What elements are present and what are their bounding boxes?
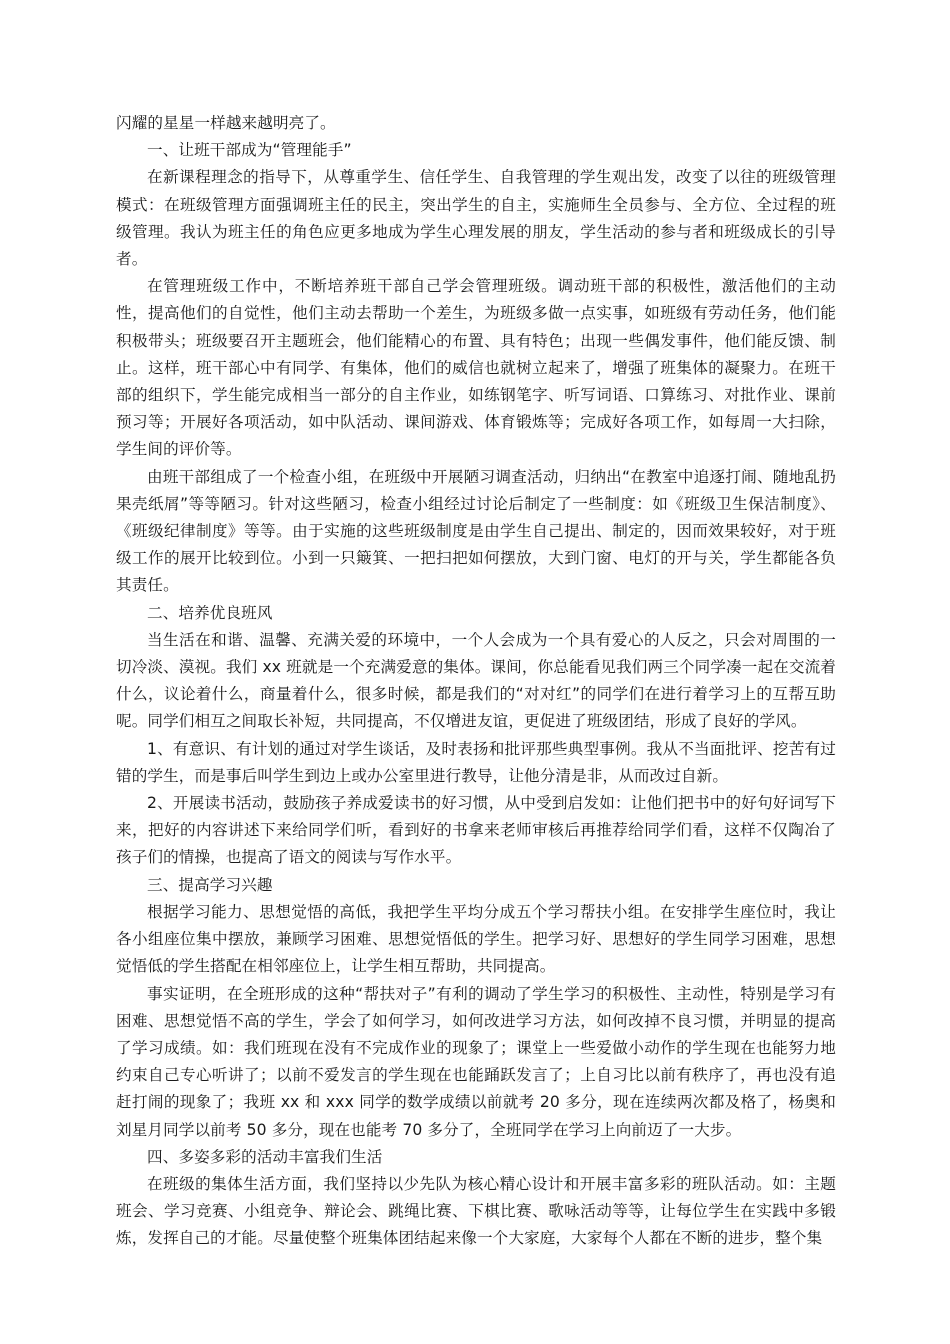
- section-heading-3: 三、提高学习兴趣: [147, 875, 273, 894]
- paragraph: 事实证明，在全班形成的这种“帮扶对子”有利的调动了学生学习的积极性、主动性，特别是学习有困难、思想觉悟不高的学生，学会了如何学习，如何改进学习方法，如何改掉不良习惯，并明显的提高了学习成绩。如：我们班现在没有不完成作业的现象了；课堂上一些爱做小动作的学生现在也能努力地约束自己专心听讲了；以前不爱发言的学生现在也能踊跃发言了；上自习比以前有秩序了，再也没有追赶打闹的现象了；我班 xx 和 xxx 同学的数学成绩以前就考 20 多分，现在连续两次都及格了，杨奥和刘星月同学以前考 50 多分，现在也能考 70 多分了，全班同学在学习上向前迈了一大步。: [116, 984, 836, 1139]
- paragraph: 当生活在和谐、温馨、充满关爱的环境中，一个人会成为一个具有爱心的人反之，只会对周围的一切冷淡、漠视。我们 xx 班就是一个充满爱意的集体。课间，你总能看见我们两三个同学凑一起在交流着什么，议论着什么，商量着什么，很多时候，都是我们的“对对红”的同学们在进行着学习上的互帮互助呢。同学们相互之间取长补短，共同提高，不仅增进友谊，更促进了班级团结，形成了良好的学风。: [116, 630, 836, 731]
- list-item-1: 1、有意识、有计划的通过对学生谈话，及时表扬和批评那些典型事例。我从不当面批评、挖苦有过错的学生，而是事后叫学生到边上或办公室里进行教导，让他分清是非，从而改过自新。: [116, 739, 836, 785]
- paragraph: 在新课程理念的指导下，从尊重学生、信任学生、自我管理的学生观出发，改变了以往的班级管理模式：在班级管理方面强调班主任的民主，突出学生的自主，实施师生全员参与、全方位、全过程的班级管理。我认为班主任的角色应更多地成为学生心理发展的朋友，学生活动的参与者和班级成长的引导者。: [116, 168, 836, 269]
- list-item-2: 2、开展读书活动，鼓励孩子养成爱读书的好习惯，从中受到启发如：让他们把书中的好句好词写下来，把好的内容讲述下来给同学们听，看到好的书拿来老师审核后再推荐给同学们看，这样不仅陶冶了孩子们的情操，也提高了语文的阅读与写作水平。: [116, 794, 836, 867]
- paragraph: 在管理班级工作中，不断培养班干部自己学会管理班级。调动班干部的积极性，激活他们的主动性，提高他们的自觉性，他们主动去帮助一个差生，为班级多做一点实事，如班级有劳动任务，他们能积极带头；班级要召开主题班会，他们能精心的布置、具有特色；出现一些偶发事件，他们能反馈、制止。这样，班干部心中有同学、有集体，他们的威信也就树立起来了，增强了班集体的凝聚力。在班干部的组织下，学生能完成相当一部分的自主作业，如练钢笔字、听写词语、口算练习、对批作业、课前预习等；开展好各项活动，如中队活动、课间游戏、体育锻炼等；完成好各项工作，如每周一大扫除，学生间的评价等。: [116, 277, 836, 459]
- paragraph: 在班级的集体生活方面，我们坚持以少先队为核心精心设计和开展丰富多彩的班队活动。如：主题班会、学习竞赛、小组竞争、辩论会、跳绳比赛、下棋比赛、歌咏活动等等，让每位学生在实践中多锻炼，发挥自己的才能。尽量使整个班集体团结起来像一个大家庭，大家每个人都在不断的进步，整个集: [116, 1174, 836, 1248]
- section-heading-1: 一、让班干部成为“管理能手”: [147, 141, 352, 160]
- paragraph: 由班干部组成了一个检查小组，在班级中开展陋习调查活动，归纳出“在教室中追逐打闹、随地乱扔果壳纸屑”等等陋习。针对这些陋习，检查小组经过讨论后制定了一些制度：如《班级卫生保洁制度》、《班级纪律制度》等等。由于实施的这些班级制度是由学生自己提出、制定的，因而效果较好，对于班级工作的展开比较到位。小到一只簸箕、一把扫把如何摆放，大到门窗、电灯的开与关，学生都能各负其责任。: [116, 467, 836, 595]
- section-heading-4: 四、多姿多彩的活动丰富我们生活: [147, 1147, 383, 1166]
- section-heading-2: 二、培养优良班风: [147, 603, 273, 622]
- paragraph: 根据学习能力、思想觉悟的高低，我把学生平均分成五个学习帮扶小组。在安排学生座位时，我让各小组座位集中摆放，兼顾学习困难、思想觉悟低的学生。把学习好、思想好的学生同学习困难，思想觉悟低的学生搭配在相邻座位上，让学生相互帮助，共同提高。: [116, 902, 836, 976]
- paragraph-continuation: 闪耀的星星一样越来越明亮了。: [116, 114, 336, 132]
- document-page: [116, 110, 836, 1253]
